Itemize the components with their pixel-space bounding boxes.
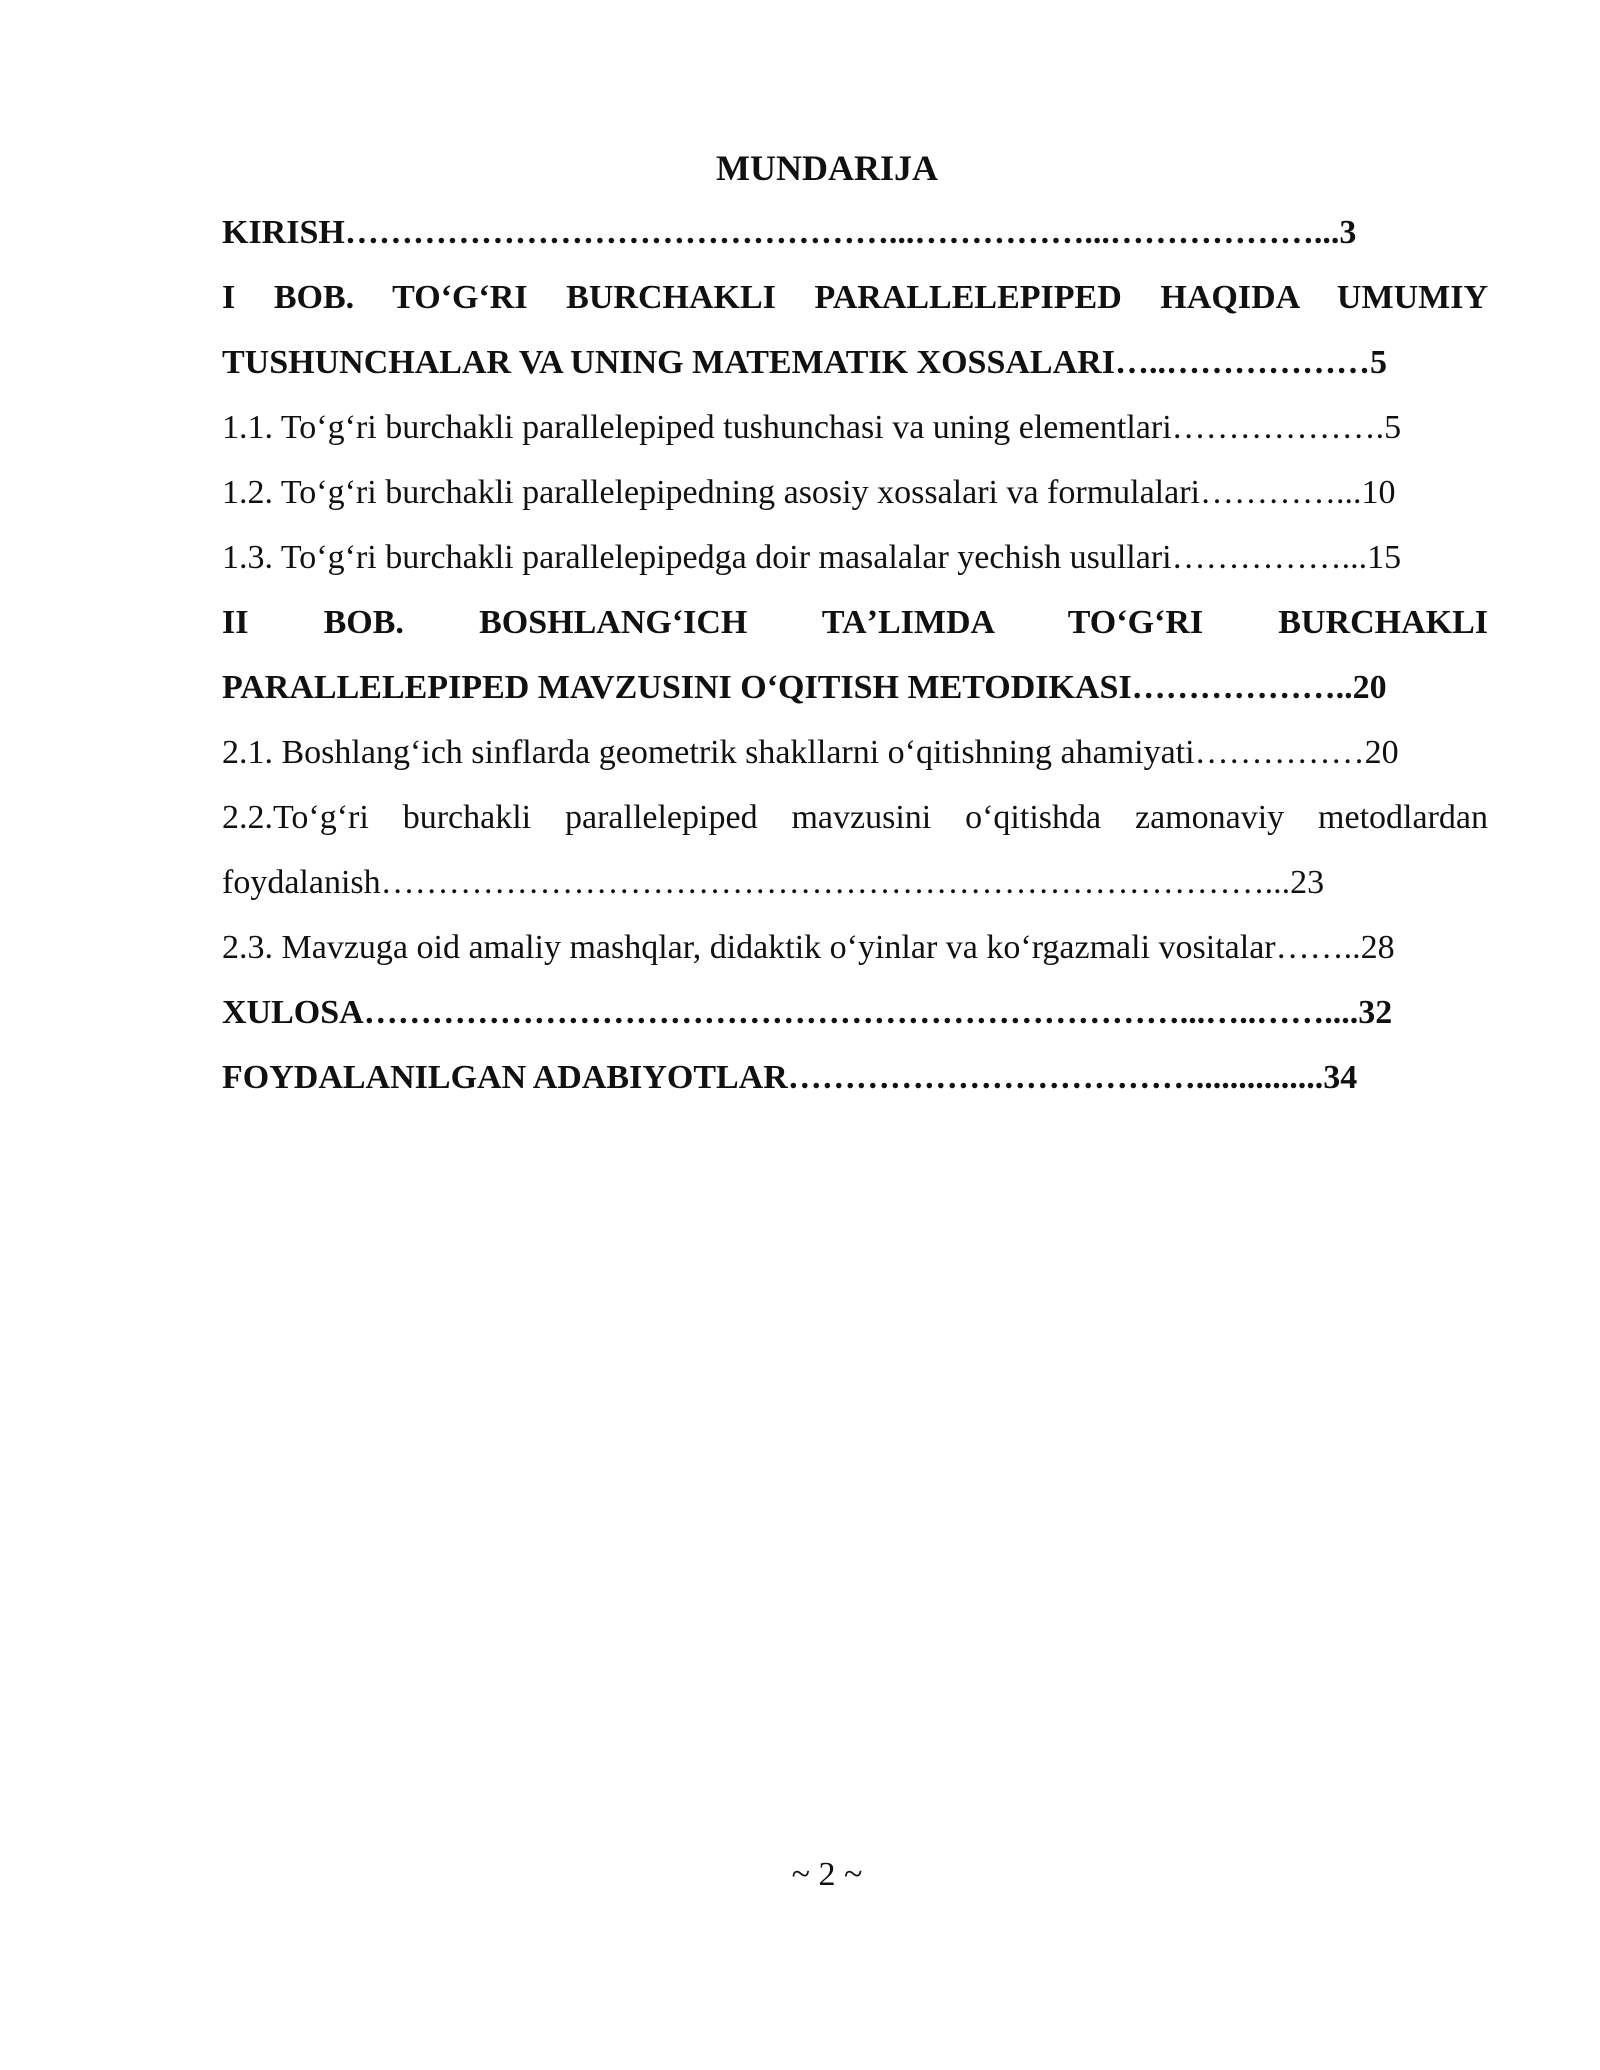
toc-chapter-1-heading: I BOB. TOʻGʻRI BURCHAKLI PARALLELEPIPED HAQIDA UMUMIY	[222, 279, 1488, 316]
toc-entry-2-2-cont: foydalanish……………………………………………………………………...23	[222, 864, 1325, 901]
toc-entry-2-3: 2.3. Mavzuga oid amaliy mashqlar, didaktik oʻyinlar va koʻrgazmali vositalar……..28	[222, 929, 1395, 966]
toc-chapter-1-heading-cont: TUSHUNCHALAR VA UNING MATEMATIK XOSSALARI…..………………5	[222, 344, 1387, 381]
toc-entry-1-3: 1.3. Toʻgʻri burchakli parallelepipedga doir masalalar yechish usullari……………...15	[222, 539, 1402, 576]
toc-entry-adabiyotlar: FOYDALANILGAN ADABIYOTLAR………………………………...............34	[222, 1059, 1358, 1096]
toc-entry-1-2: 1.2. Toʻgʻri burchakli parallelepipedning asosiy xossalari va formulalari…………...10	[222, 474, 1396, 511]
toc-entry-2-2: 2.2.Toʻgʻri burchakli parallelepiped mavzusini oʻqitishda zamonaviy metodlardan	[222, 799, 1488, 836]
toc-title: MUNDARIJA	[716, 148, 938, 188]
page-number: ~ 2 ~	[791, 1856, 863, 1893]
toc-entry-xulosa: XULOSA………………………………………………………………...…..……....32	[222, 994, 1393, 1031]
table-of-contents	[222, 200, 1488, 1110]
toc-entry-kirish: KIRISH…………………………………………...……………...………………...3	[222, 214, 1357, 251]
toc-entry-2-1: 2.1. Boshlangʻich sinflarda geometrik shakllarni oʻqitishning ahamiyati……………20	[222, 734, 1399, 771]
toc-chapter-2-heading-cont: PARALLELEPIPED MAVZUSINI OʻQITISH METODIKASI………………..20	[222, 669, 1387, 706]
toc-entry-1-1: 1.1. Toʻgʻri burchakli parallelepiped tushunchasi va uning elementlari……………….5	[222, 409, 1402, 446]
toc-chapter-2-heading: II BOB. BOSHLANGʻICH TAʼLIMDA TOʻGʻRI BURCHAKLI	[222, 604, 1488, 641]
